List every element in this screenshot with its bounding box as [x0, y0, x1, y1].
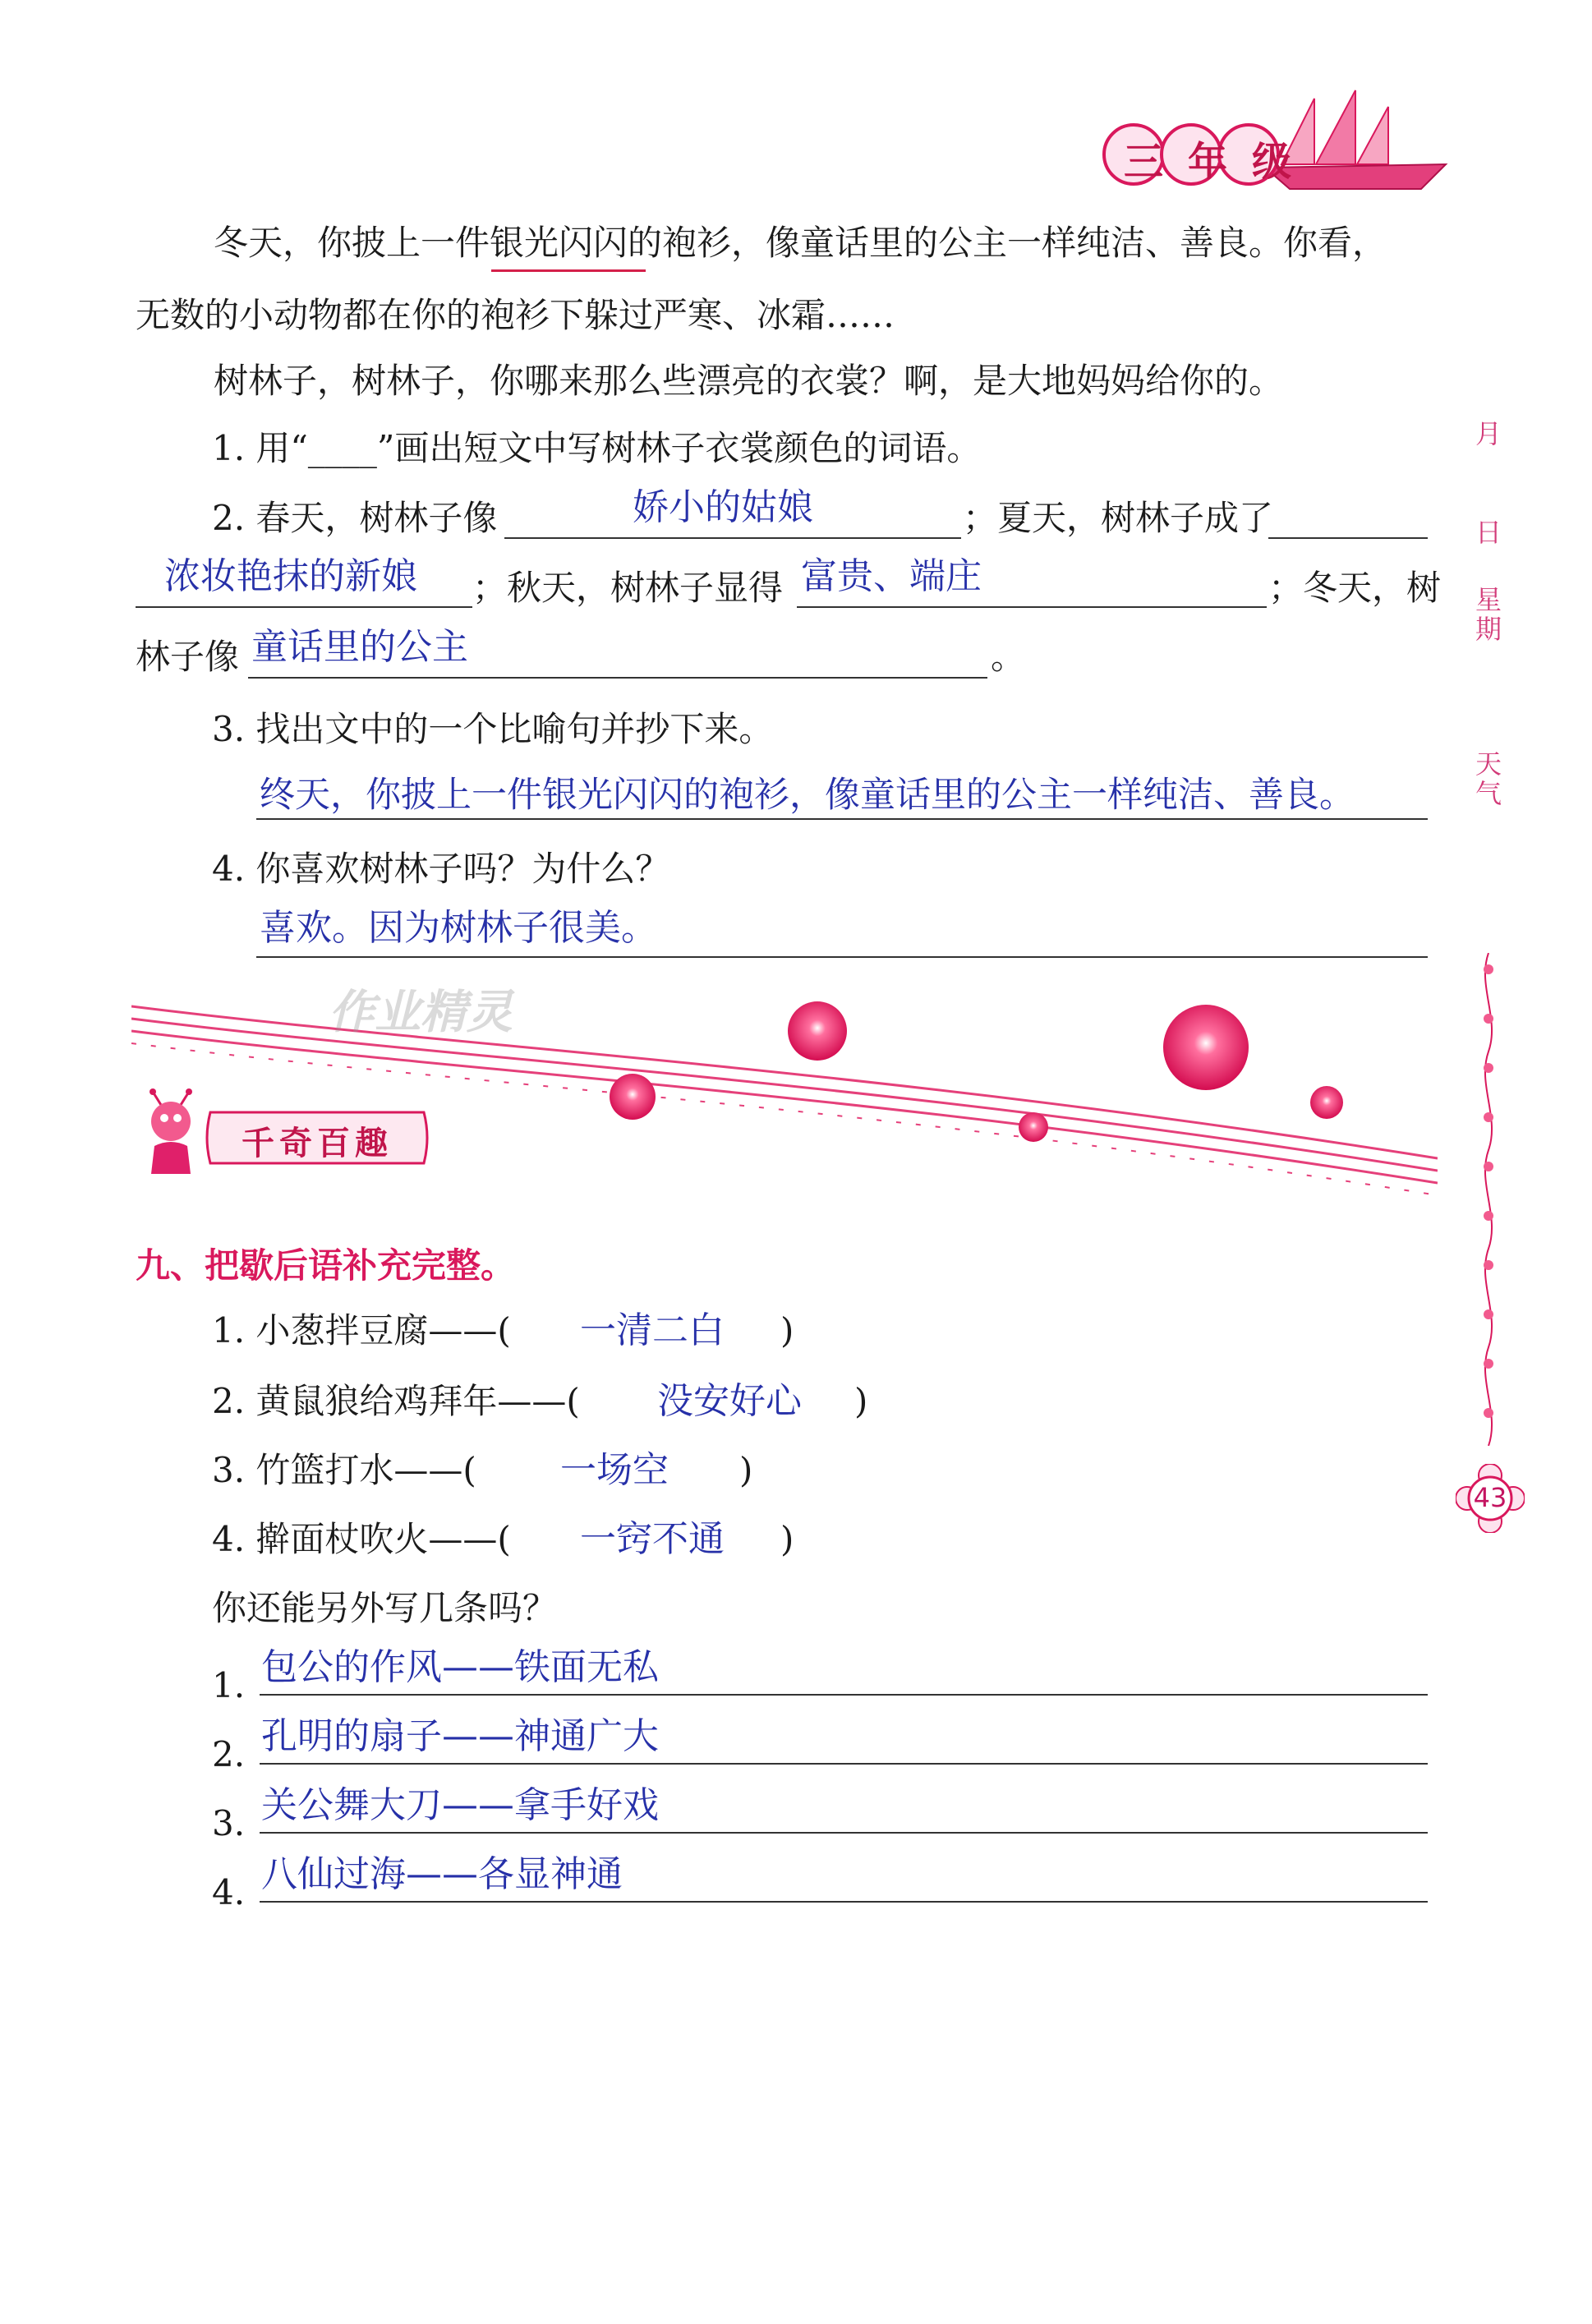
answer-line: [1268, 537, 1428, 539]
answer-winter[interactable]: 童话里的公主: [251, 626, 468, 668]
red-underline-mark: [491, 269, 646, 272]
sidebar-month: 月: [1475, 418, 1502, 449]
question-4: 4. 你喜欢树林子吗？为什么？: [212, 849, 670, 889]
flower-vine-decoration: [1470, 953, 1507, 1446]
section-badge-text: 千奇百趣: [242, 1125, 393, 1162]
sidebar-day: 日: [1475, 517, 1502, 548]
grade-badge-text: 三年级: [1124, 139, 1317, 185]
passage-line-1: 冬天，你披上一件银光闪闪的袍衫，像童话里的公主一样纯洁、善良。你看，: [214, 223, 1387, 263]
idiom-answer-2[interactable]: 没安好心: [657, 1380, 802, 1422]
answer-line: [248, 677, 987, 679]
watermark: 作业精灵: [329, 986, 513, 1039]
extra-prompt: 你还能另外写几条吗？: [212, 1588, 558, 1628]
passage-paragraph-2: 树林子，树林子，你哪来那么些漂亮的衣裳？啊，是大地妈妈给你的。: [214, 361, 1284, 401]
extra-num-3: 3.: [212, 1803, 246, 1843]
question-2-part-d: ；冬天，树: [1268, 568, 1442, 608]
section-badge: [202, 1107, 432, 1168]
extra-num-2: 2.: [212, 1734, 246, 1774]
extra-answer-4[interactable]: 八仙过海——各显神通: [261, 1853, 623, 1895]
idiom-answer-4[interactable]: 一窍不通: [580, 1518, 725, 1560]
page-number: 43: [1473, 1482, 1507, 1513]
answer-line: [260, 1763, 1428, 1765]
extra-num-4: 4.: [212, 1872, 246, 1912]
idiom-close-2: ): [854, 1381, 868, 1421]
extra-answer-1[interactable]: 包公的作风——铁面无私: [261, 1646, 659, 1688]
idiom-close-4: ): [780, 1519, 794, 1559]
sidebar-week: 星期: [1475, 584, 1502, 645]
idiom-close-3: ): [739, 1450, 753, 1490]
idiom-answer-1[interactable]: 一清二白: [580, 1309, 725, 1351]
answer-line: [256, 956, 1428, 958]
extra-answer-3[interactable]: 关公舞大刀——拿手好戏: [261, 1784, 659, 1826]
question-3: 3. 找出文中的一个比喻句并抄下来。: [212, 709, 774, 749]
question-2-part-f: 。: [991, 637, 1026, 677]
question-2-part-e: 林子像: [136, 637, 240, 677]
answer-line: [260, 1901, 1428, 1903]
answer-simile[interactable]: 终天，你披上一件银光闪闪的袍衫，像童话里的公主一样纯洁、善良。: [260, 775, 1355, 816]
ant-mascot-icon: [138, 1088, 204, 1179]
idiom-item-4: 4. 擀面杖吹火——(: [212, 1519, 511, 1559]
answer-like[interactable]: 喜欢。因为树林子很美。: [260, 907, 657, 949]
page-number-badge: [1456, 1464, 1525, 1533]
idiom-item-1: 1. 小葱拌豆腐——(: [212, 1310, 511, 1351]
grade-badge: [1101, 122, 1317, 187]
idiom-answer-3[interactable]: 一场空: [560, 1449, 669, 1491]
sidebar-weather: 天气: [1475, 748, 1502, 809]
extra-num-1: 1.: [212, 1665, 246, 1705]
answer-line: [797, 606, 1267, 608]
extra-answer-2[interactable]: 孔明的扇子——神通广大: [261, 1715, 659, 1757]
answer-line: [260, 1832, 1428, 1834]
question-2-part-b: ；夏天，树林子成了: [963, 498, 1274, 538]
question-2-part-a: 2. 春天，树林子像: [212, 498, 498, 538]
answer-spring[interactable]: 娇小的姑娘: [633, 486, 813, 528]
idiom-close-1: ): [780, 1310, 794, 1351]
answer-line: [504, 537, 961, 539]
section-title: 九、把歇后语补充完整。: [136, 1245, 516, 1286]
answer-line: [256, 818, 1428, 820]
idiom-item-3: 3. 竹篮打水——(: [212, 1450, 476, 1490]
answer-autumn[interactable]: 富贵、端庄: [801, 555, 982, 597]
answer-line: [136, 606, 472, 608]
idiom-item-2: 2. 黄鼠狼给鸡拜年——(: [212, 1381, 580, 1421]
passage-line-2: 无数的小动物都在你的袍衫下躲过严寒、冰霜……: [136, 295, 895, 335]
answer-summer[interactable]: 浓妆艳抹的新娘: [164, 555, 417, 597]
answer-line: [260, 1694, 1428, 1696]
question-2-part-c: ；秋天，树林子显得: [472, 568, 784, 608]
question-1: 1. 用“____”画出短文中写树林子衣裳颜色的词语。: [212, 428, 982, 468]
